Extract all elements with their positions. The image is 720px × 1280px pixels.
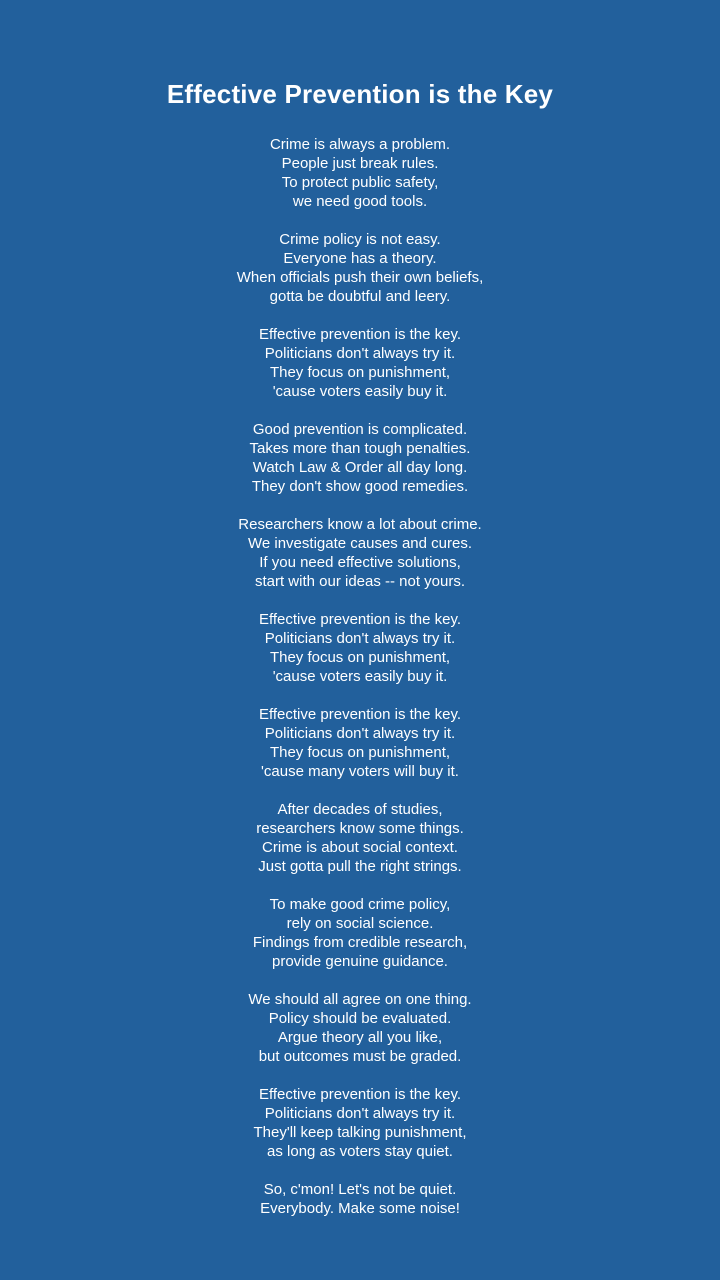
poem-line: They'll keep talking punishment, <box>253 1124 467 1141</box>
poem-line: We investigate causes and cures. <box>247 535 472 552</box>
stanza <box>0 610 720 686</box>
poem-line: To make good crime policy, <box>269 896 451 913</box>
poem-line: To protect public safety, <box>281 174 439 191</box>
stanza <box>0 1180 720 1218</box>
poem-line: Everyone has a theory. <box>283 250 437 267</box>
poem-line: They focus on punishment, <box>269 744 451 761</box>
poem-line: Politicians don't always try it. <box>264 345 456 362</box>
poem-line: Effective prevention is the key. <box>258 326 462 343</box>
poem-line: Crime is about social context. <box>262 839 458 856</box>
poem-line: Politicians don't always try it. <box>264 630 456 647</box>
poem-line: but outcomes must be graded. <box>258 1048 462 1065</box>
poem-line: They focus on punishment, <box>269 364 451 381</box>
poem-body <box>0 135 720 1218</box>
poem-line: Effective prevention is the key. <box>258 1086 462 1103</box>
poem-line: rely on social science. <box>286 915 434 932</box>
stanza <box>0 705 720 781</box>
poem-line: We should all agree on one thing. <box>248 991 472 1008</box>
poem-line: as long as voters stay quiet. <box>267 1143 453 1160</box>
poem-line: Researchers know a lot about crime. <box>238 516 482 533</box>
poem-line: gotta be doubtful and leery. <box>269 288 451 305</box>
poem-line: Argue theory all you like, <box>277 1029 443 1046</box>
poem-line: Takes more than tough penalties. <box>249 440 471 457</box>
stanza <box>0 990 720 1066</box>
poem-line: If you need effective solutions, <box>259 554 461 571</box>
stanza <box>0 515 720 591</box>
poem-title: Effective Prevention is the Key <box>166 79 554 109</box>
poem-line: They focus on punishment, <box>269 649 451 666</box>
poem-line: start with our ideas -- not yours. <box>254 573 466 590</box>
poem-line: we need good tools. <box>292 193 428 210</box>
poem-line: Watch Law & Order all day long. <box>252 459 468 476</box>
poem-line: 'cause voters easily buy it. <box>272 383 448 400</box>
poem-line: Findings from credible research, <box>252 934 468 951</box>
stanza <box>0 420 720 496</box>
poem-line: Effective prevention is the key. <box>258 611 462 628</box>
stanza <box>0 230 720 306</box>
stanza <box>0 800 720 876</box>
stanza <box>0 325 720 401</box>
poem-line: When officials push their own beliefs, <box>236 269 484 286</box>
poem-line: Everybody. Make some noise! <box>260 1200 460 1217</box>
poem-line: Politicians don't always try it. <box>264 725 456 742</box>
poem-line: After decades of studies, <box>277 801 443 818</box>
poem-line: provide genuine guidance. <box>272 953 448 970</box>
stanza <box>0 1085 720 1161</box>
poem-line: Crime policy is not easy. <box>279 231 441 248</box>
poem-line: People just break rules. <box>281 155 439 172</box>
poem-line: Just gotta pull the right strings. <box>258 858 462 875</box>
stanza <box>0 895 720 971</box>
poem-line: Effective prevention is the key. <box>258 706 462 723</box>
poem-line: They don't show good remedies. <box>251 478 469 495</box>
poem-line: So, c'mon! Let's not be quiet. <box>263 1181 457 1198</box>
poem-line: Politicians don't always try it. <box>264 1105 456 1122</box>
poem-line: 'cause many voters will buy it. <box>261 763 459 780</box>
poem-line: Crime is always a problem. <box>269 136 451 153</box>
stanza <box>0 135 720 211</box>
poem-line: 'cause voters easily buy it. <box>272 668 448 685</box>
poem-line: Policy should be evaluated. <box>268 1010 452 1027</box>
poem-line: researchers know some things. <box>256 820 464 837</box>
poem-line: Good prevention is complicated. <box>252 421 468 438</box>
